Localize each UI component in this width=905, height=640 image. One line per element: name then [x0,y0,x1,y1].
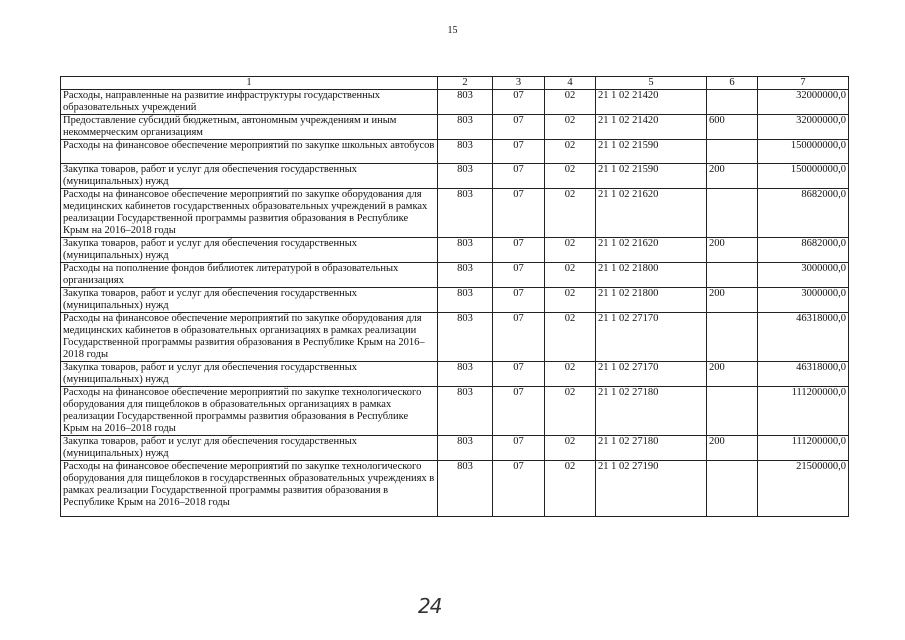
row-name: Расходы на финансовое обеспечение мероприятий по закупке оборудования для медицинских кабинетов в образовательных организациях в рамках реализации Государственной программы развития образования в Республике Крым на 2016–2018 годы [61,313,438,362]
row-amount: 111200000,0 [758,387,849,436]
row-pr: 02 [545,263,596,288]
row-pr: 02 [545,164,596,189]
row-csr: 21 1 02 21800 [596,288,707,313]
row-ved: 803 [438,164,493,189]
row-vr: 200 [707,436,758,461]
header-col-6: 6 [707,77,758,90]
row-rz: 07 [493,263,545,288]
header-row [61,77,849,90]
row-csr: 21 1 02 21620 [596,189,707,238]
row-pr: 02 [545,436,596,461]
row-rz: 07 [493,436,545,461]
row-pr: 02 [545,387,596,436]
row-name: Расходы на пополнение фондов библиотек литературой в образовательных организациях [61,263,438,288]
row-pr: 02 [545,238,596,263]
row-name: Расходы на финансовое обеспечение мероприятий по закупке оборудования для медицинских кабинетов государственных образовательных учреждений в рамках реализации Государственной программы развития образования в Республике Крым на 2016–2018 годы [61,189,438,238]
row-pr: 02 [545,115,596,140]
row-amount: 46318000,0 [758,313,849,362]
header-col-4: 4 [545,77,596,90]
row-rz: 07 [493,238,545,263]
page-number: 15 [447,25,458,36]
row-name: Расходы на финансовое обеспечение мероприятий по закупке технологического оборудования для пищеблоков в образовательных организациях в рамках реализации Государственной программы развития образования в Республике Крым на 2016–2018 годы [61,387,438,436]
row-ved: 803 [438,140,493,164]
row-csr: 21 1 02 27180 [596,436,707,461]
row-ved: 803 [438,436,493,461]
row-vr [707,90,758,115]
row-amount: 150000000,0 [758,140,849,164]
row-vr [707,189,758,238]
row-amount: 32000000,0 [758,115,849,140]
row-csr: 21 1 02 21800 [596,263,707,288]
row-ved: 803 [438,238,493,263]
row-rz: 07 [493,461,545,517]
row-amount: 3000000,0 [758,288,849,313]
table-row [61,288,849,313]
header-col-3: 3 [493,77,545,90]
row-csr: 21 1 02 27170 [596,313,707,362]
header-col-5: 5 [596,77,707,90]
row-pr: 02 [545,461,596,517]
handwritten-page-mark: 24 [418,594,442,618]
table-row [61,461,849,517]
row-name: Расходы на финансовое обеспечение мероприятий по закупке школьных автобусов [61,140,438,164]
table-row [61,164,849,189]
row-ved: 803 [438,189,493,238]
table-row [61,140,849,164]
table-row [61,313,849,362]
row-ved: 803 [438,90,493,115]
row-name: Закупка товаров, работ и услуг для обеспечения государственных (муниципальных) нужд [61,164,438,189]
table-row [61,238,849,263]
row-pr: 02 [545,189,596,238]
row-rz: 07 [493,140,545,164]
row-vr [707,461,758,517]
row-name: Закупка товаров, работ и услуг для обеспечения государственных (муниципальных) нужд [61,238,438,263]
row-pr: 02 [545,90,596,115]
row-name: Расходы на финансовое обеспечение мероприятий по закупке технологического оборудования для пищеблоков в государственных образовательных учреждениях в рамках реализации Государственной программы развития образования в Республике Крым на 2016–2018 годы [61,461,438,517]
row-amount: 46318000,0 [758,362,849,387]
row-ved: 803 [438,313,493,362]
row-rz: 07 [493,362,545,387]
table-row [61,189,849,238]
row-name: Расходы, направленные на развитие инфраструктуры государственных образовательных учреждений [61,90,438,115]
row-csr: 21 1 02 21590 [596,164,707,189]
row-amount: 21500000,0 [758,461,849,517]
row-vr [707,263,758,288]
row-vr: 600 [707,115,758,140]
row-amount: 8682000,0 [758,189,849,238]
row-vr [707,313,758,362]
row-amount: 3000000,0 [758,263,849,288]
row-rz: 07 [493,164,545,189]
row-pr: 02 [545,313,596,362]
row-ved: 803 [438,461,493,517]
table-row [61,436,849,461]
table-row [61,362,849,387]
row-vr [707,387,758,436]
table-row [61,115,849,140]
row-name: Закупка товаров, работ и услуг для обеспечения государственных (муниципальных) нужд [61,436,438,461]
row-name: Предоставление субсидий бюджетным, автономным учреждениям и иным некоммерческим организациям [61,115,438,140]
header-col-1: 1 [61,77,438,90]
row-ved: 803 [438,288,493,313]
row-ved: 803 [438,387,493,436]
row-ved: 803 [438,263,493,288]
row-csr: 21 1 02 21590 [596,140,707,164]
table-row [61,90,849,115]
row-rz: 07 [493,313,545,362]
row-amount: 150000000,0 [758,164,849,189]
row-vr: 200 [707,164,758,189]
header-col-7: 7 [758,77,849,90]
row-csr: 21 1 02 21420 [596,115,707,140]
row-pr: 02 [545,288,596,313]
row-vr: 200 [707,238,758,263]
row-ved: 803 [438,115,493,140]
row-vr: 200 [707,362,758,387]
row-pr: 02 [545,362,596,387]
row-name: Закупка товаров, работ и услуг для обеспечения государственных (муниципальных) нужд [61,362,438,387]
row-amount: 32000000,0 [758,90,849,115]
row-vr [707,140,758,164]
row-csr: 21 1 02 21620 [596,238,707,263]
table-row [61,263,849,288]
row-ved: 803 [438,362,493,387]
row-rz: 07 [493,189,545,238]
table-row [61,387,849,436]
row-rz: 07 [493,90,545,115]
row-csr: 21 1 02 27190 [596,461,707,517]
row-amount: 111200000,0 [758,436,849,461]
row-rz: 07 [493,115,545,140]
header-col-2: 2 [438,77,493,90]
row-pr: 02 [545,140,596,164]
row-amount: 8682000,0 [758,238,849,263]
row-csr: 21 1 02 27180 [596,387,707,436]
row-vr: 200 [707,288,758,313]
row-csr: 21 1 02 21420 [596,90,707,115]
row-rz: 07 [493,387,545,436]
row-csr: 21 1 02 27170 [596,362,707,387]
row-rz: 07 [493,288,545,313]
budget-table [60,76,849,517]
row-name: Закупка товаров, работ и услуг для обеспечения государственных (муниципальных) нужд [61,288,438,313]
